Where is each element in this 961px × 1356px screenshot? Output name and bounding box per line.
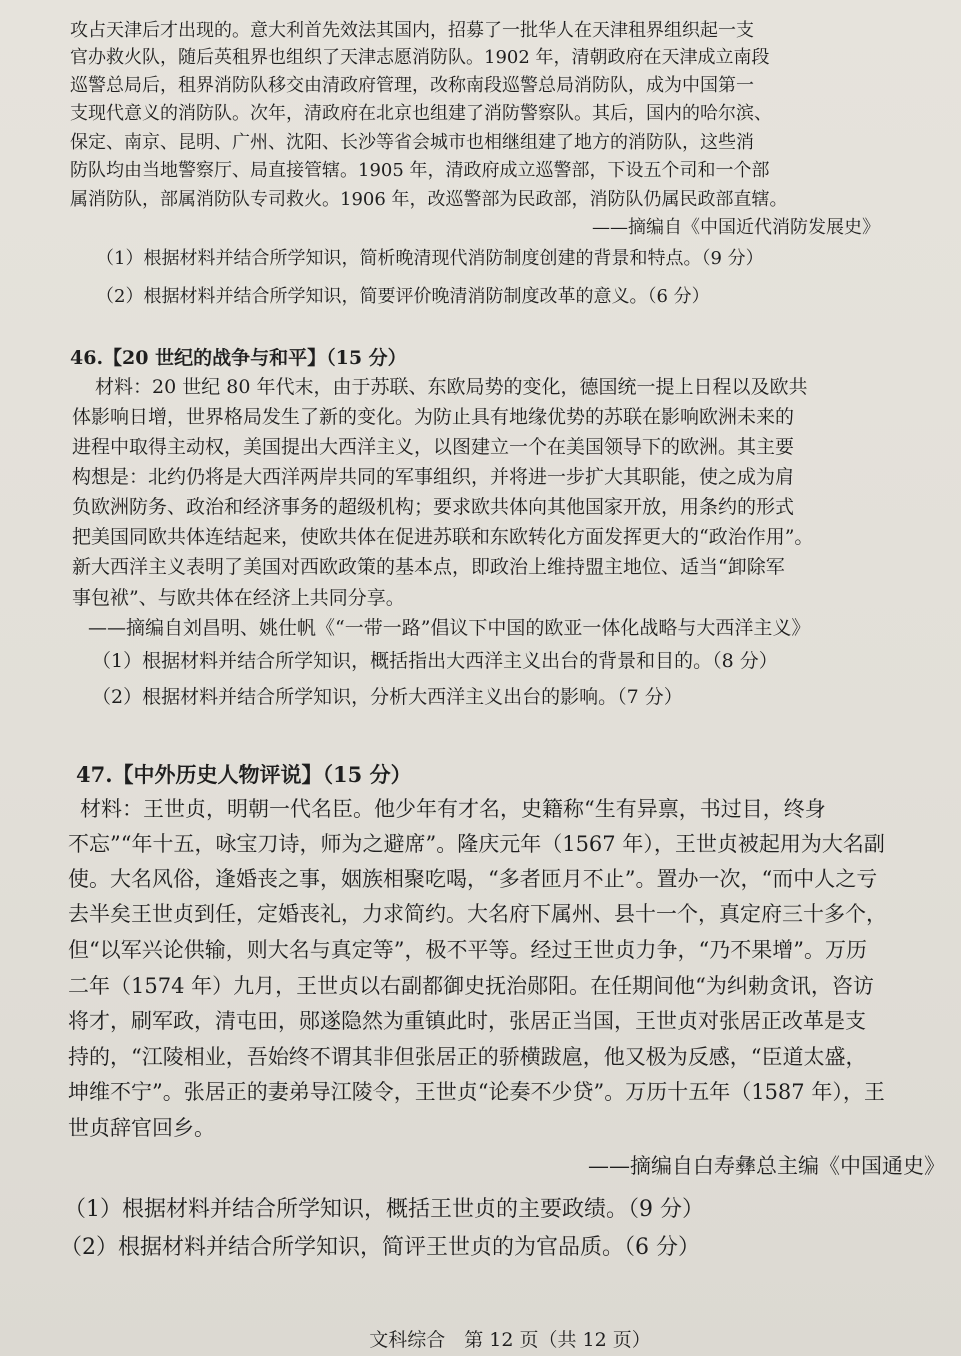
text-line: 材料：王世贞，明朝一代名臣。他少年有才名，史籍称“生有异禀，书过目，终身 (80, 797, 826, 821)
text-line: 防队均由当地警察厅、局直接管辖。1905 年，清政府成立巡警部，下设五个司和一个部 (70, 160, 770, 181)
material-source: ——摘编自《中国近代消防发展史》 (592, 217, 880, 238)
text-line: 新大西洋主义表明了美国对西欧政策的基本点，即政治上维持盟主地位、适当“卸除军 (72, 556, 785, 578)
text-line: 支现代意义的消防队。次年，清政府在北京也组建了消防警察队。其后，国内的哈尔滨、 (70, 103, 772, 124)
sub-question: （1）根据材料并结合所学知识，概括王世贞的主要政绩。（9 分） (64, 1197, 704, 1222)
text-line: 官办救火队，随后英租界也组织了天津志愿消防队。1902 年，清朝政府在天津成立南段 (70, 47, 770, 68)
text-line: 属消防队，部属消防队专司救火。1906 年，改巡警部为民政部，消防队仍属民政部直辖。 (70, 189, 788, 210)
sub-question: （2）根据材料并结合所学知识，简要评价晚清消防制度改革的意义。（6 分） (96, 286, 710, 307)
material-source: ——摘编自刘昌明、姚仕帆《“一带一路”倡议下中国的欧亚一体化战略与大西洋主义》 (88, 617, 811, 639)
text-line: 事包袱”、与欧共体在经济上共同分享。 (72, 587, 405, 609)
text-line: 巡警总局后，租界消防队移交由清政府管理，改称南段巡警总局消防队，成为中国第一 (70, 75, 754, 96)
sub-question: （1）根据材料并结合所学知识，简析晚清现代消防制度创建的背景和特点。（9 分） (96, 248, 764, 269)
text-line: 材料：20 世纪 80 年代末，由于苏联、东欧局势的变化，德国统一提上日程以及欧共 (95, 376, 808, 398)
sub-question: （1）根据材料并结合所学知识，概括指出大西洋主义出台的背景和目的。（8 分） (92, 650, 778, 672)
text-line: 攻占天津后才出现的。意大利首先效法其国内，招募了一批华人在天津租界组织起一支 (70, 20, 754, 41)
text-line: 不忘”“年十五，咏宝刀诗，师为之避席”。隆庆元年（1567 年），王世贞被起用为大名副 (68, 832, 885, 856)
text-line: 把美国同欧共体连结起来，使欧共体在促进苏联和东欧转化方面发挥更大的“政治作用”。 (72, 526, 814, 548)
text-line: 坤维不宁”。张居正的妻弟导江陵令，王世贞“论奏不少贷”。万历十五年（1587 年），王 (68, 1080, 885, 1104)
text-line: 使。大名风俗，逢婚丧之事，姻族相聚吃喝，“多者匝月不止”。置办一次，“而中人之亏 (68, 867, 878, 891)
text-line: 将才，刷军政，清屯田，郧遂隐然为重镇此时，张居正当国，王世贞对张居正改革是支 (68, 1009, 866, 1033)
text-line: 但“以军兴论供输，则大名与真定等”，极不平等。经过王世贞力争，“乃不果增”。万历 (68, 938, 867, 962)
sub-question: （2）根据材料并结合所学知识，分析大西洋主义出台的影响。（7 分） (92, 686, 683, 708)
text-line: 构想是：北约仍将是大西洋两岸共同的军事组织，并将进一步扩大其职能，使之成为肩 (72, 466, 795, 488)
text-line: 体影响日增，世界格局发生了新的变化。为防止具有地缘优势的苏联在影响欧洲未来的 (72, 406, 795, 428)
text-line: 负欧洲防务、政治和经济事务的超级机构；要求欧共体向其他国家开放，用条约的形式 (72, 496, 795, 518)
page-footer: 文科综合 第 12 页（共 12 页） (369, 1329, 651, 1351)
text-line: 进程中取得主动权，美国提出大西洋主义，以图建立一个在美国领导下的欧洲。其主要 (72, 436, 795, 458)
text-line: 世贞辞官回乡。 (68, 1116, 215, 1140)
question-heading: 46.【20 世纪的战争与和平】（15 分） (70, 347, 407, 369)
question-heading: 47.【中外历史人物评说】（15 分） (76, 762, 412, 787)
text-line: 保定、南京、昆明、广州、沈阳、长沙等省会城市也相继组建了地方的消防队，这些消 (70, 132, 754, 153)
sub-question: （2）根据材料并结合所学知识，简评王世贞的为官品质。（6 分） (60, 1235, 700, 1260)
text-line: 持的，“江陵相业，吾始终不谓其非但张居正的骄横跋扈，他又极为反感，“臣道太盛， (68, 1045, 867, 1069)
text-line: 二年（1574 年）九月，王世贞以右副都御史抚治郧阳。在任期间他“为纠勅贪讯，咨访 (68, 974, 874, 998)
text-line: 去半矣王世贞到任，定婚丧礼，力求简约。大名府下属州、县十一个，真定府三十多个， (68, 902, 887, 926)
material-source: ——摘编自白寿彝总主编《中国通史》 (588, 1154, 945, 1178)
